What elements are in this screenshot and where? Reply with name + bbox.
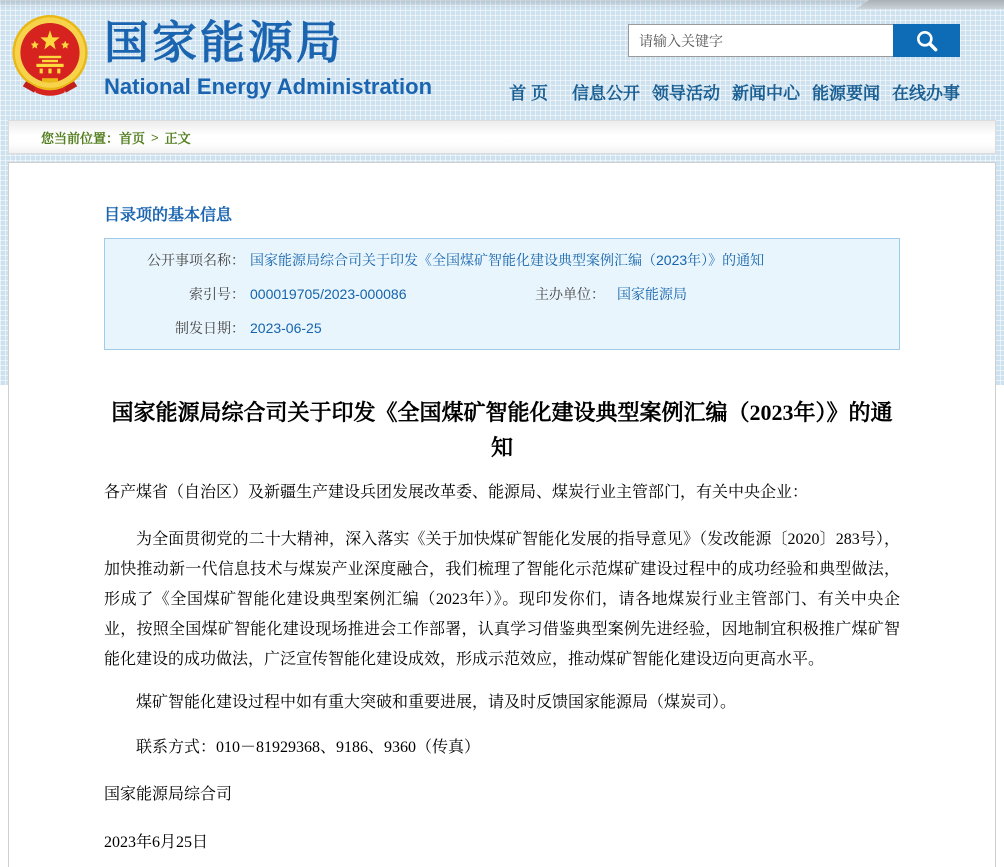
public-item-name-label: 公开事项名称： [147,252,245,268]
article-paragraph-feedback: 煤矿智能化建设过程中如有重大突破和重要进展，请及时反馈国家能源局（煤炭司）。 [136,694,737,711]
index-number-value: 000019705/2023-000086 [250,286,407,302]
main-nav [509,79,960,104]
site-logo-link[interactable] [10,14,432,100]
site-header [0,0,1004,112]
breadcrumb-prefix: 您当前位置： [41,130,120,146]
breadcrumb-separator: > [151,129,159,145]
catalog-info-heading: 目录项的基本信息 [104,207,233,224]
article-paragraph-salutation: 各产煤省（自治区）及新疆生产建设兵团发展改革委、能源局、煤炭行业主管部门，有关中央企业： [104,484,809,501]
article-title: 国家能源局综合司关于印发《全国煤矿智能化建设典型案例汇编（2023年）》的通知 [111,400,893,460]
info-row-index-org [105,277,899,311]
article-date: 2023年6月25日 [104,834,209,851]
national-emblem-icon [10,14,90,96]
host-unit-label: 主办单位： [535,286,605,302]
nav-item-online-services[interactable]: 在线办事 [892,84,960,103]
breadcrumb-home-link[interactable]: 首页 [119,130,146,146]
issue-date-label: 制发日期： [175,320,245,336]
nav-item-energy-news[interactable]: 能源要闻 [812,84,880,103]
site-name-zh: 国家能源局 [104,17,345,68]
search-button[interactable] [893,24,960,57]
nav-item-news-center[interactable]: 新闻中心 [732,84,800,103]
issue-date-value: 2023-06-25 [250,320,322,336]
search-icon [914,28,940,54]
breadcrumb [8,120,996,154]
article [104,395,900,858]
nav-item-leader-activities[interactable]: 领导活动 [652,84,720,103]
info-row-issue-date [105,311,899,345]
search-bar [628,24,960,57]
info-row-name [105,243,899,277]
nav-item-home[interactable]: 首 页 [509,84,548,103]
site-title-block [104,14,432,100]
catalog-info-table [104,238,900,350]
search-input[interactable] [628,24,893,57]
article-paragraph-body: 为全面贯彻党的二十大精神，深入落实《关于加快煤矿智能化发展的指导意见》（发改能源〔2020〕283号），加快推动新一代信息技术与煤炭产业深度融合，我们梳理了智能化示范煤矿建设过程中的成功经验和典型做法，形成了《全国煤矿智能化建设典型案例汇编（2023年）》。现印发你们，请各地煤炭行业主管部门、有关中央企业，按照全国煤矿智能化建设现场推进会工作部署，认真学习借鉴典型案例先进经验，因地制宜积极推广煤矿智能化建设的成功做法，广泛宣传智能化建设成效，形成示范效应，推动煤矿智能化建设迈向更高水平。 [104,531,900,668]
public-item-name-value: 国家能源局综合司关于印发《全国煤矿智能化建设典型案例汇编（2023年）》的通知 [250,252,765,268]
article-paragraph-contact: 联系方式：010－81929368、9186、9360（传真） [136,739,481,756]
site-name-en: National Energy Administration [104,74,433,99]
breadcrumb-current: 正文 [164,130,191,146]
index-number-label: 索引号： [189,286,245,302]
host-unit-value: 国家能源局 [617,286,687,302]
nav-item-info-disclosure[interactable]: 信息公开 [572,84,640,103]
content-panel [8,162,996,867]
article-signature: 国家能源局综合司 [104,786,233,803]
